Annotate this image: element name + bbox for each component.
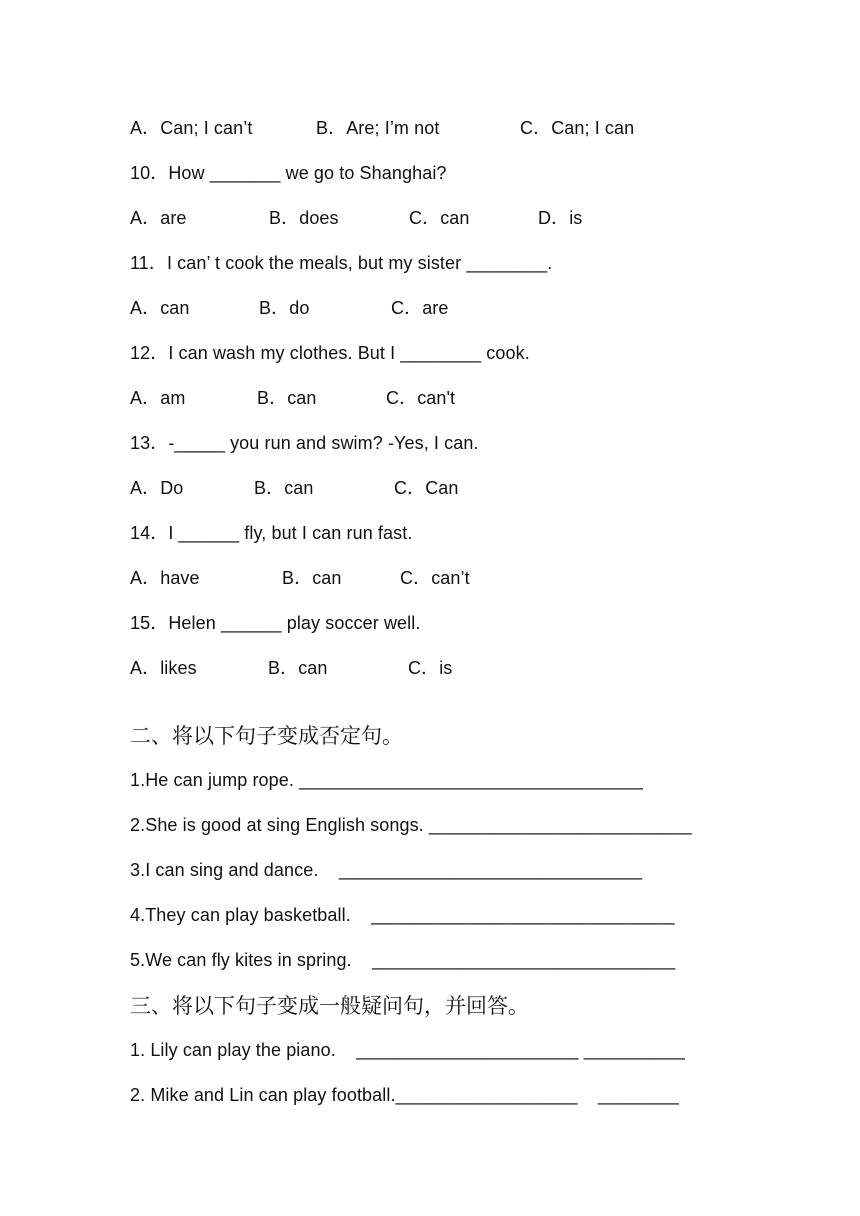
q11-option-a: A．can bbox=[130, 298, 190, 318]
q14-option-c: C．can’t bbox=[400, 568, 470, 588]
q9-option-c: C．Can; I can bbox=[520, 118, 635, 138]
q14-stem: 14．I ______ fly, but I can run fast. bbox=[130, 523, 413, 543]
section3-item-1: 1. Lily can play the piano. ______________________ __________ bbox=[130, 1040, 685, 1060]
section3-item-2: 2. Mike and Lin can play football.__________________ ________ bbox=[130, 1085, 679, 1105]
q13-stem: 13．-_____ you run and swim? -Yes, I can. bbox=[130, 433, 479, 453]
section2-item-3: 3.I can sing and dance. ______________________________ bbox=[130, 860, 643, 880]
q13-option-c: C．Can bbox=[394, 478, 459, 498]
section2-item-4: 4.They can play basketball. ______________________________ bbox=[130, 905, 675, 925]
q10-option-d: D．is bbox=[538, 208, 583, 228]
q14-option-a: A．have bbox=[130, 568, 200, 588]
q12-option-a: A．am bbox=[130, 388, 186, 408]
q13-option-a: A．Do bbox=[130, 478, 184, 498]
q10-option-b: B．does bbox=[269, 208, 339, 228]
section2-item-1: 1.He can jump rope. __________________________________ bbox=[130, 770, 643, 790]
q11-option-c: C．are bbox=[391, 298, 449, 318]
section2-item-5: 5.We can fly kites in spring. ______________________________ bbox=[130, 950, 676, 970]
q11-stem: 11．I can’ t cook the meals, but my sister ________. bbox=[130, 253, 553, 273]
q10-option-a: A．are bbox=[130, 208, 187, 228]
section3-heading: 三、将以下句子变成一般疑问句，并回答。 bbox=[130, 994, 529, 1018]
q11-option-b: B．do bbox=[259, 298, 310, 318]
q13-option-b: B．can bbox=[254, 478, 314, 498]
q15-option-c: C．is bbox=[408, 658, 453, 678]
q10-stem: 10．How _______ we go to Shanghai? bbox=[130, 163, 447, 183]
q9-option-a: A．Can; I can’t bbox=[130, 118, 253, 138]
q15-stem: 15．Helen ______ play soccer well. bbox=[130, 613, 421, 633]
q10-option-c: C．can bbox=[409, 208, 470, 228]
q9-option-b: B．Are; I’m not bbox=[316, 118, 440, 138]
q15-option-a: A．likes bbox=[130, 658, 197, 678]
section2-heading: 二、将以下句子变成否定句。 bbox=[130, 724, 403, 748]
q14-option-b: B．can bbox=[282, 568, 342, 588]
section2-item-2: 2.She is good at sing English songs. __________________________ bbox=[130, 815, 692, 835]
q12-stem: 12．I can wash my clothes. But I ________ cook. bbox=[130, 343, 530, 363]
q12-option-b: B．can bbox=[257, 388, 317, 408]
q15-option-b: B．can bbox=[268, 658, 328, 678]
q12-option-c: C．can't bbox=[386, 388, 456, 408]
